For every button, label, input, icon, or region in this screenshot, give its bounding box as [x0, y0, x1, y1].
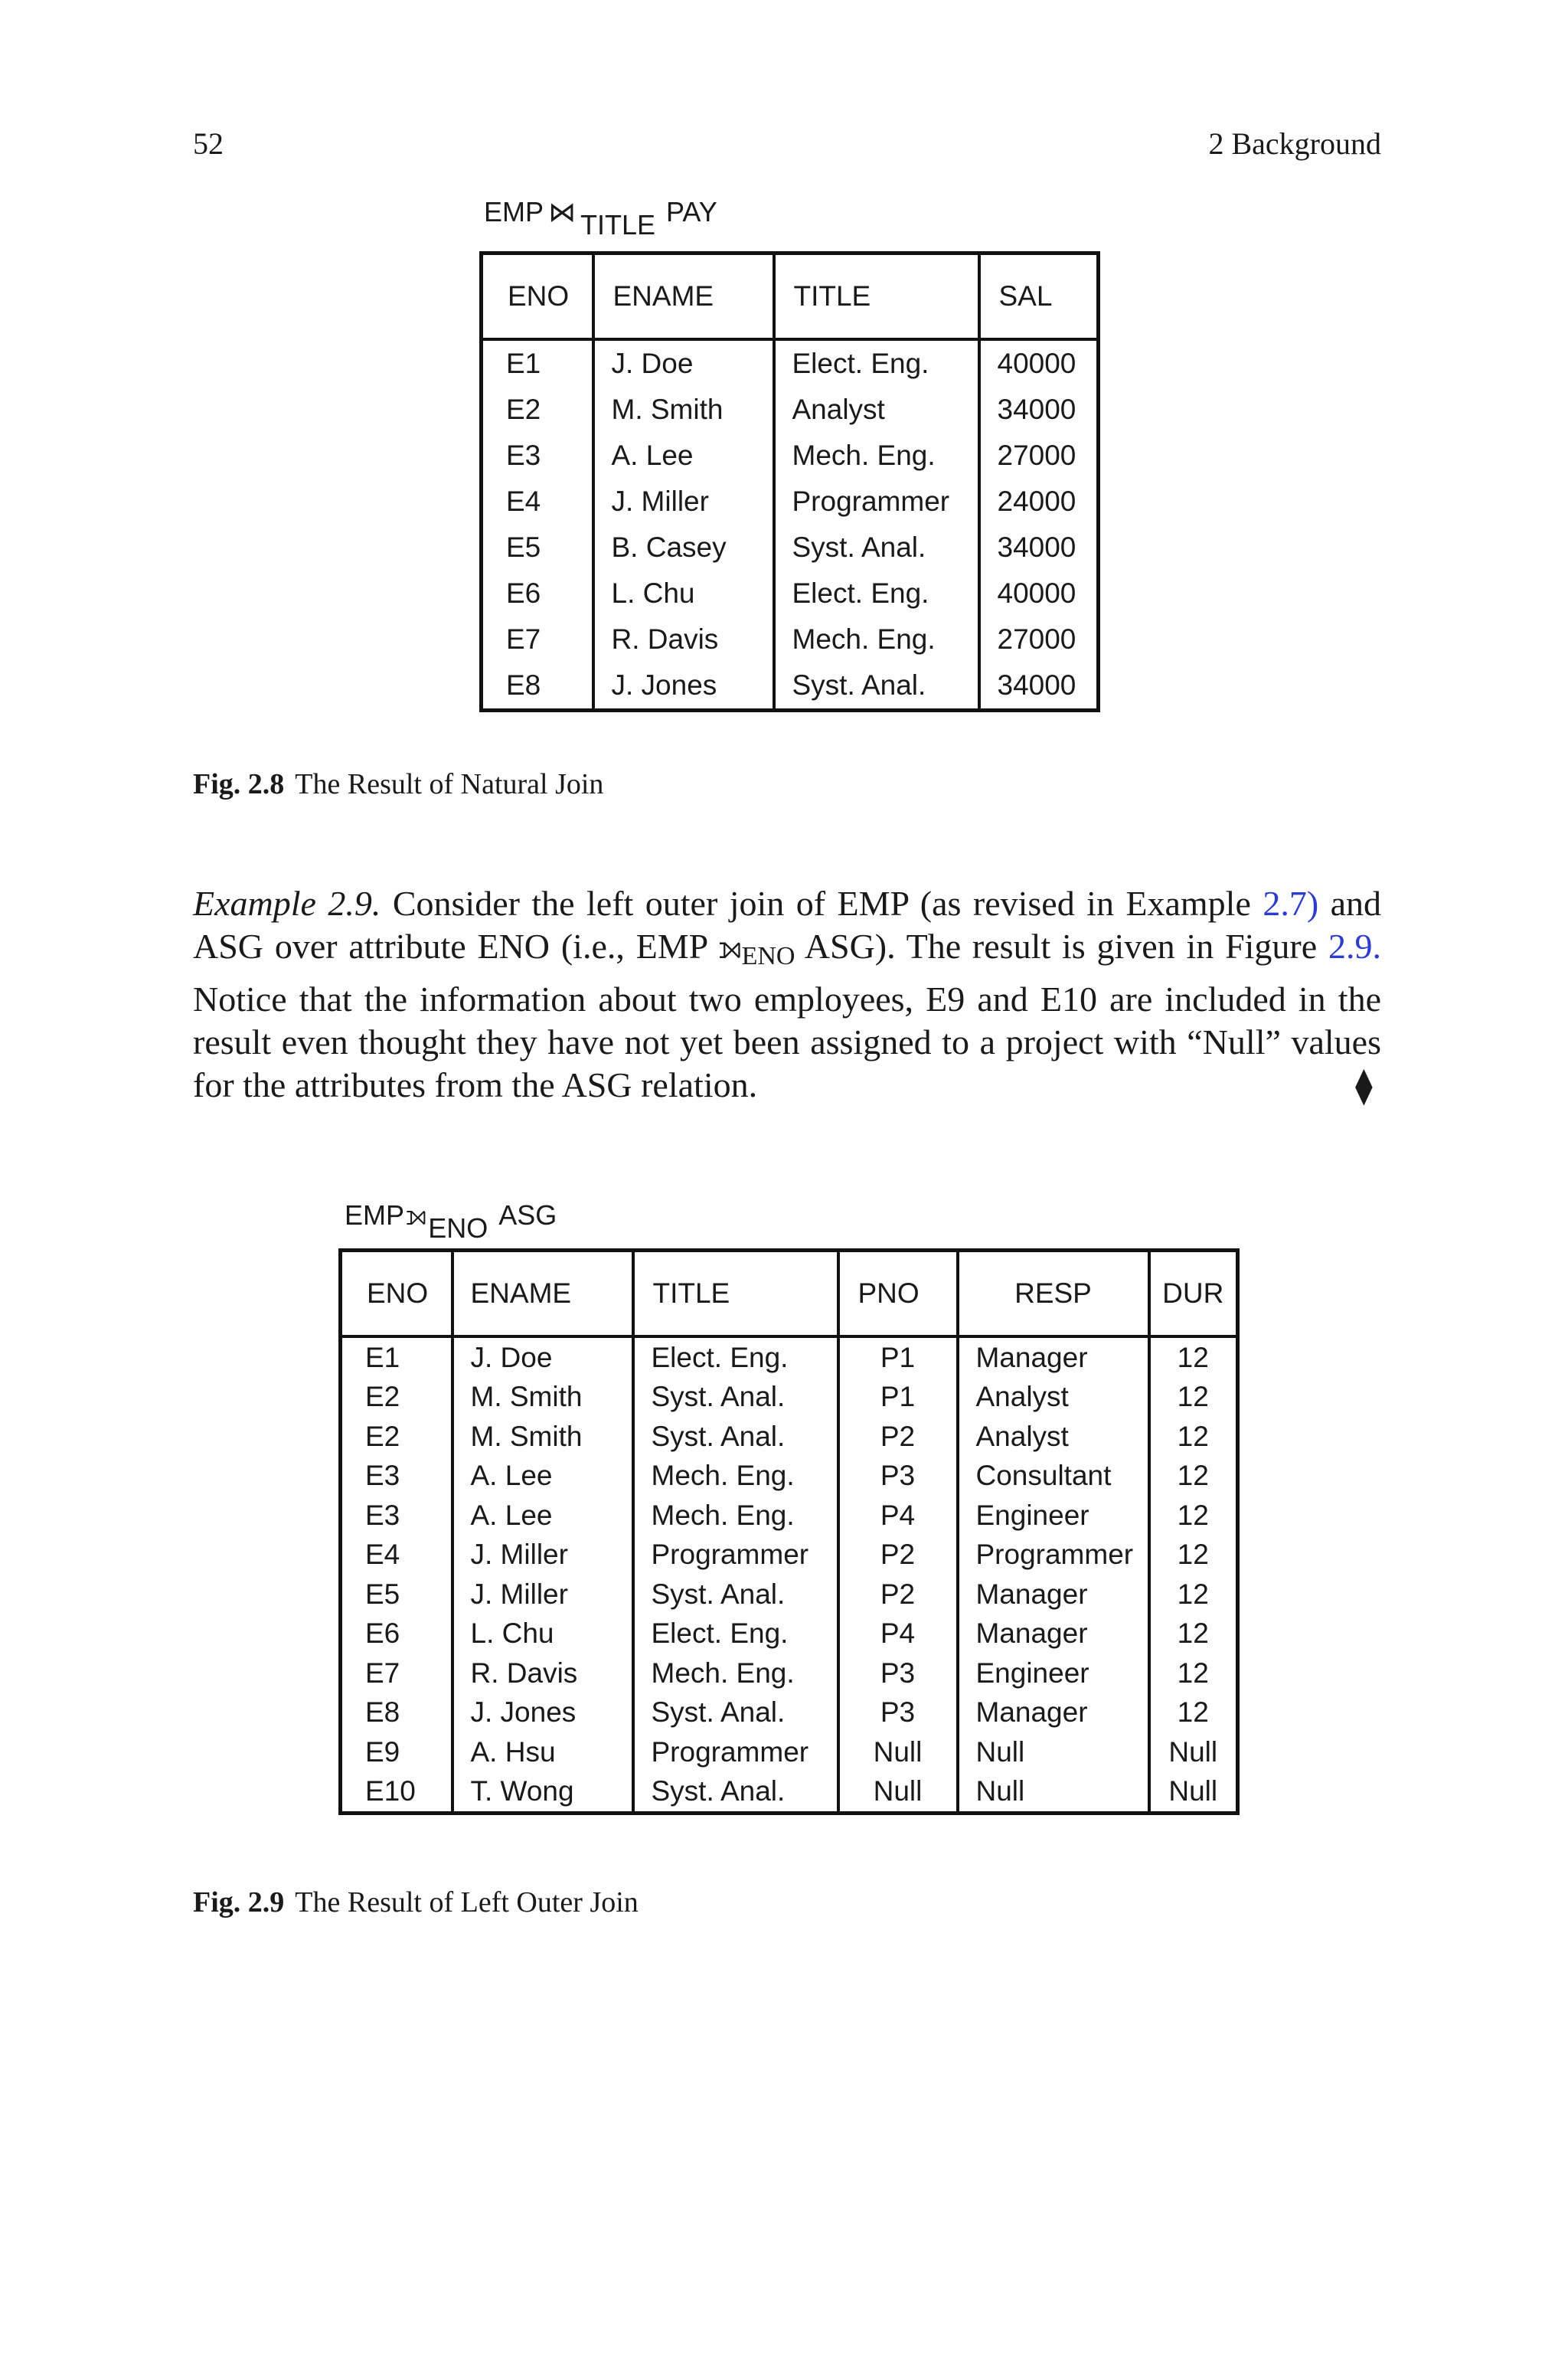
example-text-4: Notice that the information about two employees, E9 and E10 are included in the result even thought they have not yet been assigned to a project with “Null” values for the attributes from the ASG relation.: [193, 980, 1381, 1104]
cell-eno: E1: [482, 339, 593, 387]
fig29-rel-left: EMP: [345, 1199, 405, 1231]
cell-ename: M. Smith: [452, 1417, 633, 1457]
cell-title: Analyst: [774, 387, 979, 433]
cell-dur: 12: [1149, 1457, 1238, 1496]
cell-title: Mech. Eng.: [774, 433, 979, 479]
fig28-caption: [193, 767, 603, 801]
cell-eno: E10: [341, 1772, 452, 1814]
cell-resp: Analyst: [958, 1417, 1149, 1457]
fig29-caption: [193, 1886, 639, 1919]
table-row: [341, 1653, 1238, 1693]
table-row: [482, 339, 1099, 387]
cell-eno: E2: [341, 1378, 452, 1418]
cell-ename: A. Hsu: [452, 1732, 633, 1772]
table-row: [341, 1457, 1238, 1496]
cell-ename: L. Chu: [452, 1614, 633, 1654]
example-text-1: Consider the left outer join of EMP (as revised in Example: [392, 884, 1263, 923]
fig29-rel-right: ASG: [498, 1199, 557, 1231]
cell-title: Syst. Anal.: [774, 662, 979, 711]
cell-eno: E4: [482, 479, 593, 525]
cell-title: Programmer: [633, 1732, 838, 1772]
cell-title: Syst. Anal.: [774, 525, 979, 571]
fig29-col-title: TITLE: [633, 1251, 838, 1337]
cell-title: Syst. Anal.: [633, 1378, 838, 1418]
example-ref-link[interactable]: 2.7): [1263, 884, 1319, 923]
cell-sal: 27000: [979, 433, 1099, 479]
cell-eno: E1: [341, 1336, 452, 1378]
cell-dur: Null: [1149, 1772, 1238, 1814]
cell-eno: E6: [482, 571, 593, 617]
cell-eno: E3: [482, 433, 593, 479]
cell-dur: 12: [1149, 1575, 1238, 1614]
cell-ename: A. Lee: [452, 1496, 633, 1536]
cell-pno: P4: [838, 1614, 958, 1654]
cell-title: Syst. Anal.: [633, 1693, 838, 1733]
fig28-rel-right: PAY: [666, 196, 717, 227]
cell-title: Mech. Eng.: [633, 1496, 838, 1536]
cell-ename: A. Lee: [452, 1457, 633, 1496]
cell-eno: E9: [341, 1732, 452, 1772]
fig28-join-attr: TITLE: [580, 209, 656, 240]
cell-eno: E2: [341, 1417, 452, 1457]
cell-eno: E5: [341, 1575, 452, 1614]
cell-pno: P4: [838, 1496, 958, 1536]
cell-dur: 12: [1149, 1417, 1238, 1457]
fig28-caption-label: Fig. 2.8: [193, 768, 285, 800]
table-row: [341, 1772, 1238, 1814]
cell-resp: Manager: [958, 1575, 1149, 1614]
table-row: [341, 1417, 1238, 1457]
cell-title: Syst. Anal.: [633, 1772, 838, 1814]
fig29-col-resp: RESP: [958, 1251, 1149, 1337]
cell-sal: 34000: [979, 387, 1099, 433]
fig29-col-eno: ENO: [341, 1251, 452, 1337]
example-join-attr: ENO: [741, 942, 795, 970]
cell-resp: Engineer: [958, 1653, 1149, 1693]
table-row: [341, 1732, 1238, 1772]
cell-resp: Consultant: [958, 1457, 1149, 1496]
figure-ref-link[interactable]: 2.9.: [1328, 927, 1381, 966]
cell-ename: J. Jones: [593, 662, 774, 711]
fig28-col-eno: ENO: [482, 254, 593, 340]
cell-ename: R. Davis: [452, 1653, 633, 1693]
table-row: [341, 1336, 1238, 1378]
table-row: [341, 1614, 1238, 1654]
cell-resp: Engineer: [958, 1496, 1149, 1536]
fig28-col-title: TITLE: [774, 254, 979, 340]
cell-eno: E8: [482, 662, 593, 711]
fig28-header-row: [482, 254, 1099, 340]
cell-ename: B. Casey: [593, 525, 774, 571]
cell-dur: 12: [1149, 1336, 1238, 1378]
fig28-col-sal: SAL: [979, 254, 1099, 340]
cell-title: Syst. Anal.: [633, 1575, 838, 1614]
fig29-expression: [345, 1199, 557, 1244]
table-row: [482, 617, 1099, 662]
cell-dur: 12: [1149, 1614, 1238, 1654]
cell-ename: J. Jones: [452, 1693, 633, 1733]
left-outer-join-icon: ⟕: [718, 931, 742, 966]
cell-pno: P1: [838, 1336, 958, 1378]
fig28-body: [482, 339, 1099, 711]
cell-resp: Programmer: [958, 1536, 1149, 1575]
fig28-table: [479, 251, 1100, 712]
cell-sal: 27000: [979, 617, 1099, 662]
table-row: [482, 387, 1099, 433]
cell-ename: M. Smith: [593, 387, 774, 433]
cell-title: Elect. Eng.: [633, 1614, 838, 1654]
cell-dur: 12: [1149, 1496, 1238, 1536]
table-row: [482, 433, 1099, 479]
cell-pno: Null: [838, 1772, 958, 1814]
cell-ename: L. Chu: [593, 571, 774, 617]
cell-ename: J. Miller: [593, 479, 774, 525]
cell-title: Programmer: [633, 1536, 838, 1575]
cell-dur: 12: [1149, 1536, 1238, 1575]
cell-sal: 34000: [979, 525, 1099, 571]
fig29-table: [338, 1248, 1240, 1815]
cell-ename: T. Wong: [452, 1772, 633, 1814]
cell-ename: R. Davis: [593, 617, 774, 662]
cell-pno: P3: [838, 1457, 958, 1496]
cell-resp: Manager: [958, 1693, 1149, 1733]
table-row: [341, 1496, 1238, 1536]
cell-dur: Null: [1149, 1732, 1238, 1772]
fig29-caption-label: Fig. 2.9: [193, 1886, 285, 1918]
fig29-join-attr: ENO: [428, 1212, 488, 1244]
fig29-col-dur: DUR: [1149, 1251, 1238, 1337]
table-row: [482, 571, 1099, 617]
cell-title: Elect. Eng.: [633, 1336, 838, 1378]
cell-title: Elect. Eng.: [774, 571, 979, 617]
cell-resp: Manager: [958, 1614, 1149, 1654]
fig29-col-ename: ENAME: [452, 1251, 633, 1337]
table-row: [341, 1536, 1238, 1575]
cell-sal: 24000: [979, 479, 1099, 525]
cell-title: Syst. Anal.: [633, 1417, 838, 1457]
cell-dur: 12: [1149, 1653, 1238, 1693]
table-row: [482, 525, 1099, 571]
fig29-header-row: [341, 1251, 1238, 1337]
example-text-2: and ASG over attribute ENO (i.e., EMP: [193, 884, 1382, 966]
example-text-3: ASG). The result is given in Figure: [795, 927, 1328, 966]
cell-ename: J. Doe: [593, 339, 774, 387]
cell-sal: 34000: [979, 662, 1099, 711]
table-row: [482, 662, 1099, 711]
cell-pno: P2: [838, 1575, 958, 1614]
end-of-example-icon: ⧫: [1355, 1065, 1373, 1106]
cell-dur: 12: [1149, 1378, 1238, 1418]
cell-eno: E8: [341, 1693, 452, 1733]
cell-eno: E2: [482, 387, 593, 433]
example-label: Example 2.9.: [193, 884, 381, 923]
cell-eno: E7: [341, 1653, 452, 1693]
fig28-rel-left: EMP: [484, 196, 544, 227]
cell-eno: E7: [482, 617, 593, 662]
cell-ename: A. Lee: [593, 433, 774, 479]
table-row: [341, 1693, 1238, 1733]
cell-pno: P3: [838, 1693, 958, 1733]
fig28-col-ename: ENAME: [593, 254, 774, 340]
cell-pno: P2: [838, 1536, 958, 1575]
cell-resp: Analyst: [958, 1378, 1149, 1418]
cell-ename: J. Doe: [452, 1336, 633, 1378]
fig28-caption-text: The Result of Natural Join: [295, 768, 604, 800]
page-number: 52: [193, 126, 224, 161]
cell-sal: 40000: [979, 339, 1099, 387]
cell-eno: E3: [341, 1496, 452, 1536]
cell-title: Mech. Eng.: [633, 1457, 838, 1496]
fig29-caption-text: The Result of Left Outer Join: [295, 1886, 639, 1918]
fig29-col-pno: PNO: [838, 1251, 958, 1337]
cell-pno: P1: [838, 1378, 958, 1418]
running-head: 2 Background: [1208, 126, 1381, 161]
cell-title: Mech. Eng.: [633, 1653, 838, 1693]
left-outer-join-icon: ⟕: [406, 1199, 427, 1231]
cell-title: Programmer: [774, 479, 979, 525]
cell-sal: 40000: [979, 571, 1099, 617]
cell-resp: Null: [958, 1732, 1149, 1772]
cell-title: Elect. Eng.: [774, 339, 979, 387]
cell-resp: Manager: [958, 1336, 1149, 1378]
cell-ename: J. Miller: [452, 1575, 633, 1614]
cell-resp: Null: [958, 1772, 1149, 1814]
table-row: [341, 1378, 1238, 1418]
cell-ename: M. Smith: [452, 1378, 633, 1418]
cell-eno: E3: [341, 1457, 452, 1496]
table-row: [341, 1575, 1238, 1614]
fig29-body: [341, 1336, 1238, 1814]
cell-dur: 12: [1149, 1693, 1238, 1733]
cell-ename: J. Miller: [452, 1536, 633, 1575]
cell-pno: P2: [838, 1417, 958, 1457]
cell-title: Mech. Eng.: [774, 617, 979, 662]
example-paragraph: [193, 882, 1381, 1107]
cell-pno: Null: [838, 1732, 958, 1772]
table-row: [482, 479, 1099, 525]
cell-eno: E5: [482, 525, 593, 571]
cell-pno: P3: [838, 1653, 958, 1693]
cell-eno: E6: [341, 1614, 452, 1654]
fig28-expression: [484, 196, 717, 240]
natural-join-icon: ⋈: [548, 196, 577, 227]
cell-eno: E4: [341, 1536, 452, 1575]
